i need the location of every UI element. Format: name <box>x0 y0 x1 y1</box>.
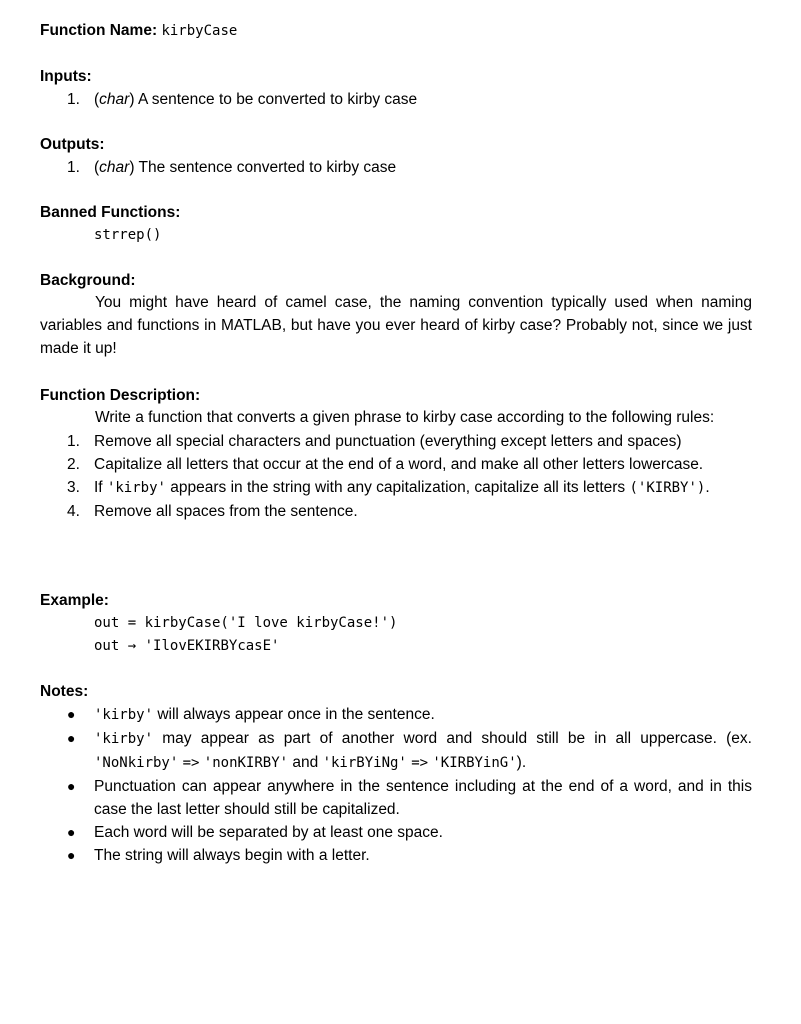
rule-text: Capitalize all letters that occur at the end of a word, and make all other letters lowercase. <box>94 455 704 473</box>
list-number: 3. <box>67 478 80 496</box>
note-code: 'kirBYiNg' <box>322 755 407 771</box>
example-output-var: out <box>94 638 120 654</box>
list-number: 1. <box>67 159 80 176</box>
input-description: A sentence to be converted to kirby case <box>137 91 418 108</box>
note-code: 'kirby' <box>94 731 154 747</box>
rule-code: 'kirby' <box>106 479 166 496</box>
rule-item <box>40 476 752 500</box>
function-name-label: Function Name: <box>40 22 158 39</box>
type-label: char <box>99 159 130 176</box>
background-section <box>40 269 752 360</box>
note-item <box>40 727 752 775</box>
note-text: ). <box>516 754 527 771</box>
note-text: Each word will be separated by at least one space. <box>94 824 443 841</box>
bullet-icon: ● <box>67 847 76 863</box>
note-arrow: => <box>182 755 200 771</box>
inputs-section <box>40 65 752 111</box>
list-text: (char) The sentence converted to kirby case <box>94 159 397 176</box>
note-item <box>40 821 752 844</box>
rule-text: Remove all special characters and punctuation (everything except letters and spaces) <box>94 432 682 450</box>
note-code: 'NoNkirby' <box>94 755 179 771</box>
description-heading: Function Description: <box>40 387 201 404</box>
note-item <box>40 703 752 727</box>
example-code-line: out = kirbyCase('I love kirbyCase!') <box>94 615 398 631</box>
list-number: 4. <box>67 502 80 520</box>
description-intro: Write a function that converts a given phrase to kirby case according to the following rules: <box>95 409 715 426</box>
note-text: will always appear once in the sentence. <box>157 706 435 723</box>
example-section <box>40 589 752 658</box>
note-arrow: => <box>411 755 429 771</box>
note-text: The string will always begin with a letter. <box>94 847 370 864</box>
note-text: may appear as part of another word and should still be in all uppercase. (ex. <box>162 730 752 747</box>
type-label: char <box>99 91 130 108</box>
rule-text: Remove all spaces from the sentence. <box>94 502 358 520</box>
note-item <box>40 775 752 821</box>
note-code: 'KIRBYinG' <box>432 755 517 771</box>
example-output-value: 'IlovEKIRBYcasE' <box>144 638 280 654</box>
rule-text-mid: appears in the string with any capitalization, capitalize all its letters <box>170 478 626 496</box>
arrow-icon: → <box>127 638 137 654</box>
output-description: The sentence converted to kirby case <box>138 159 397 176</box>
background-paragraph: You might have heard of camel case, the naming convention typically used when naming variables and functions in MATLAB, but have you ever heard of kirby case? Probably not, since we just made it up! <box>40 294 752 357</box>
rule-text-pre: If <box>94 478 103 496</box>
description-section <box>40 384 752 523</box>
bullet-icon: ● <box>67 824 76 840</box>
function-name-line <box>40 19 752 42</box>
list-text: (char) A sentence to be converted to kirby case <box>94 91 418 108</box>
notes-heading: Notes: <box>40 683 89 700</box>
banned-section <box>40 201 752 247</box>
rule-item <box>40 500 752 523</box>
bullet-icon: ● <box>67 730 76 746</box>
example-heading: Example: <box>40 592 109 609</box>
notes-section <box>40 680 752 867</box>
bullet-icon: ● <box>67 706 76 722</box>
bullet-icon: ● <box>67 778 76 794</box>
note-text: Punctuation can appear anywhere in the sentence including at the end of a word, and in this case the last letter should still be capitalized. <box>94 778 752 818</box>
rule-item <box>40 453 752 476</box>
outputs-section <box>40 133 752 179</box>
list-number: 2. <box>67 455 80 473</box>
example-output-line <box>40 635 752 658</box>
inputs-item <box>40 88 752 111</box>
list-number: 1. <box>67 91 80 108</box>
list-number: 1. <box>67 432 80 450</box>
background-heading: Background: <box>40 272 136 289</box>
rule-text-post: . <box>705 478 710 496</box>
rule-code: ('KIRBY') <box>629 479 706 496</box>
note-item <box>40 844 752 867</box>
outputs-item <box>40 156 752 179</box>
banned-heading: Banned Functions: <box>40 204 181 221</box>
outputs-heading: Outputs: <box>40 136 105 153</box>
inputs-heading: Inputs: <box>40 68 92 85</box>
note-text: and <box>292 754 319 771</box>
note-code: 'kirby' <box>94 707 154 723</box>
banned-function: strrep() <box>94 227 162 243</box>
function-name-value: kirbyCase <box>161 23 238 39</box>
note-code: 'nonKIRBY' <box>203 755 289 771</box>
rule-item <box>40 430 752 453</box>
